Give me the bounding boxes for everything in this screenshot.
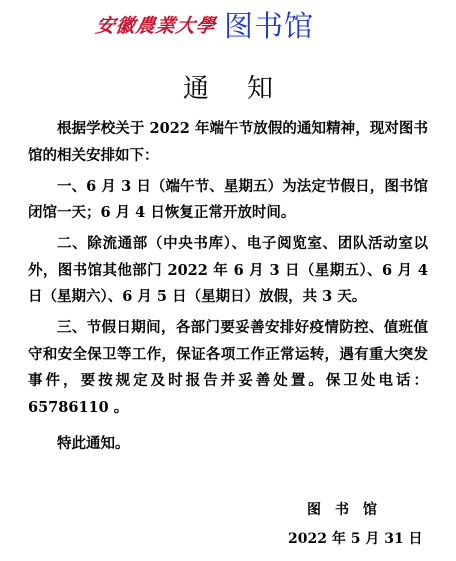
page-header (96, 6, 314, 42)
signature-date: 2022 年 5 月 31 日 (288, 531, 423, 547)
signature-organization: 图书馆 (307, 502, 391, 518)
notice-closing: 特此通知。 (57, 435, 130, 452)
notice-item-1: 一、6 月 3 日（端午节、星期五）为法定节假日，图书馆闭馆一天；6 月 4 日恢复正常开放时间。 (28, 177, 428, 221)
library-name: 图书馆 (224, 8, 315, 43)
notice-intro-paragraph: 根据学校关于 2022 年端午节放假的通知精神，现对图书馆的相关安排如下： (28, 120, 428, 164)
university-logo-text: 安徽農業大學 (94, 14, 218, 37)
notice-item-2: 二、除流通部（中央书库）、电子阅览室、团队活动室以外，图书馆其他部门 2022 年 6 月 3 日（星期五）、6 月 4 日（星期六）、6 月 5 日（星期日）放假，共 3 天。 (28, 235, 428, 305)
notice-title: 通知 (182, 74, 311, 104)
notice-item-3: 三、节假日期间，各部门要妥善安排好疫情防控、值班值守和安全保卫等工作，保证各项工作正常运转，遇有重大突发事件，要按规定及时报告并妥善处置。保卫处电话：65786110 。 (28, 319, 428, 416)
notice-body (28, 116, 428, 462)
